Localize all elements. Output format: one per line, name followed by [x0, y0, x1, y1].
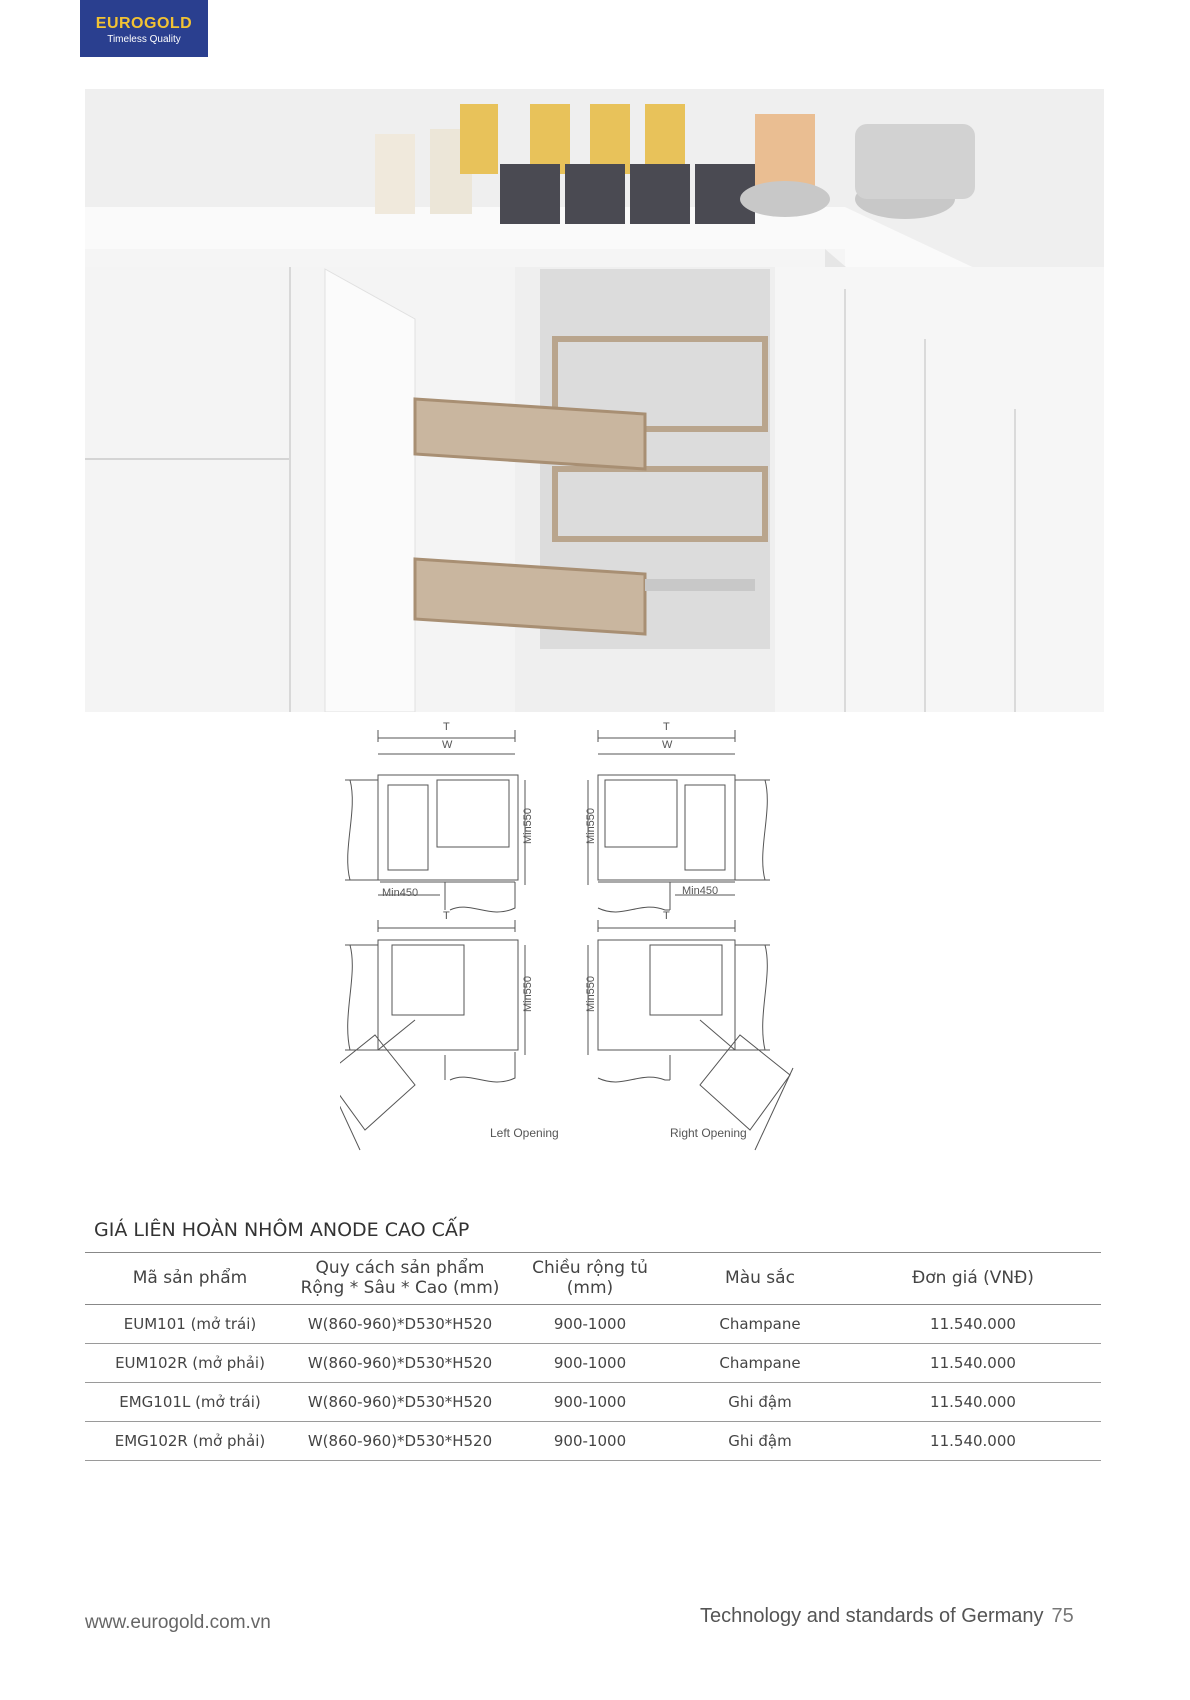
diagram-label-t1: T: [443, 721, 450, 733]
cell-color: Ghi đậm: [675, 1422, 845, 1461]
diagram-label-min550-bl: Min550: [522, 975, 535, 1013]
diagram-right-opening: Right Opening: [670, 1126, 747, 1140]
diagram-bottom-left: [340, 920, 525, 1150]
header-color: Màu sắc: [675, 1253, 845, 1305]
header-price: Đơn giá (VNĐ): [845, 1253, 1101, 1305]
cell-cabinet-width: 900-1000: [505, 1305, 675, 1344]
diagram-label-min550-tl: Min550: [522, 807, 535, 845]
cell-specification: W(860-960)*D530*H520: [295, 1344, 505, 1383]
cell-product-code: EMG101L (mở trái): [85, 1383, 295, 1422]
table-row: [85, 1305, 1101, 1344]
page-number: 75: [1051, 1605, 1074, 1627]
diagram-label-t3: T: [443, 910, 450, 922]
section-title: GIÁ LIÊN HOÀN NHÔM ANODE CAO CẤP: [94, 1219, 470, 1241]
cell-cabinet-width: 900-1000: [505, 1422, 675, 1461]
diagram-left-opening: Left Opening: [490, 1126, 559, 1140]
cell-specification: W(860-960)*D530*H520: [295, 1305, 505, 1344]
table-row: [85, 1344, 1101, 1383]
footer-slogan-block: [700, 1605, 1074, 1628]
cell-color: Champane: [675, 1344, 845, 1383]
diagram-top-left: [345, 730, 525, 912]
cell-cabinet-width: 900-1000: [505, 1344, 675, 1383]
cell-price: 11.540.000: [845, 1383, 1101, 1422]
installation-diagram: [340, 721, 860, 1180]
diagram-label-t4: T: [663, 910, 670, 922]
cell-price: 11.540.000: [845, 1344, 1101, 1383]
table-row: [85, 1383, 1101, 1422]
header-cabinet-width: Chiều rộng tủ (mm): [505, 1253, 675, 1305]
table-row: [85, 1422, 1101, 1461]
diagram-label-w2: W: [662, 739, 673, 751]
cell-color: Ghi đậm: [675, 1383, 845, 1422]
diagram-top-right: [588, 730, 770, 912]
website-link[interactable]: www.eurogold.com.vn: [85, 1612, 271, 1633]
cell-price: 11.540.000: [845, 1422, 1101, 1461]
diagram-label-w1: W: [442, 739, 453, 751]
cell-specification: W(860-960)*D530*H520: [295, 1383, 505, 1422]
diagram-label-t2: T: [663, 721, 670, 733]
logo-tagline: Timeless Quality: [107, 34, 181, 45]
diagram-label-min550-br: Min550: [585, 975, 598, 1013]
cell-price: 11.540.000: [845, 1305, 1101, 1344]
cell-product-code: EUM102R (mở phải): [85, 1344, 295, 1383]
cell-specification: W(860-960)*D530*H520: [295, 1422, 505, 1461]
diagram-bottom-right: [588, 920, 793, 1150]
diagram-label-min450-left: Min450: [382, 887, 419, 899]
cell-product-code: EUM101 (mở trái): [85, 1305, 295, 1344]
table-header-row: [85, 1253, 1101, 1305]
footer-slogan: Technology and standards of Germany: [700, 1605, 1044, 1627]
header-specification: Quy cách sản phẩm Rộng * Sâu * Cao (mm): [295, 1253, 505, 1305]
cell-color: Champane: [675, 1305, 845, 1344]
diagram-label-min450-right: Min450: [682, 885, 719, 897]
diagram-label-min550-tr: Min550: [585, 807, 598, 845]
price-table: [85, 1252, 1101, 1461]
cell-product-code: EMG102R (mở phải): [85, 1422, 295, 1461]
kitchen-illustration: [85, 89, 1104, 712]
header-product-code: Mã sản phẩm: [85, 1253, 295, 1305]
cell-cabinet-width: 900-1000: [505, 1383, 675, 1422]
brand-logo: [80, 0, 208, 57]
logo-brand: EUROGOLD: [95, 15, 193, 32]
product-photo: [85, 89, 1104, 712]
